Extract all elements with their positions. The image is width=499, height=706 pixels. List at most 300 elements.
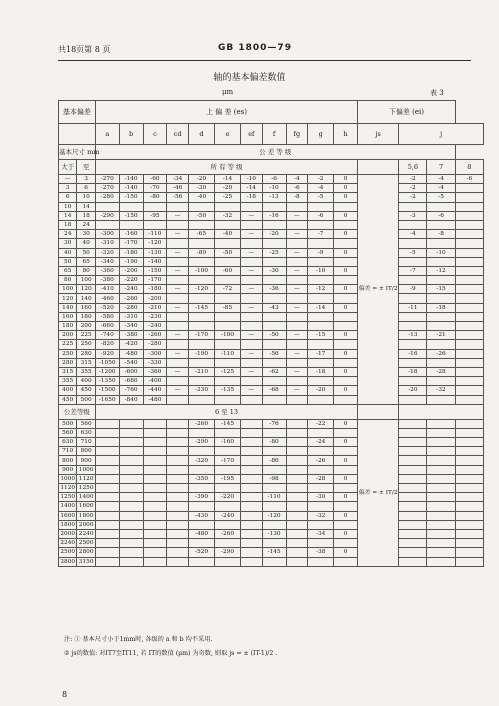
- table-cell: [455, 202, 483, 211]
- table-cell: [455, 447, 483, 456]
- table-cell: [119, 419, 143, 428]
- table-cell: -740: [95, 331, 119, 340]
- table-cell: [399, 484, 427, 493]
- table-cell: [215, 520, 241, 529]
- table-cell: 180: [59, 322, 77, 331]
- table-row: [59, 456, 484, 465]
- table-cell: [119, 438, 143, 447]
- table-cell: [189, 340, 215, 349]
- table-cell: [167, 257, 189, 266]
- table-cell: [189, 312, 215, 321]
- table-cell: [215, 312, 241, 321]
- letter-header: cd: [167, 124, 189, 145]
- table-cell: —: [286, 211, 308, 220]
- table-cell: -480: [143, 395, 167, 404]
- table-cell: [95, 539, 119, 548]
- table-cell: 0: [334, 331, 358, 340]
- table-cell: 3: [77, 175, 95, 184]
- table-cell: -11: [399, 303, 427, 312]
- table-cell: [427, 465, 455, 474]
- table-cell: [334, 257, 358, 266]
- table-cell: -25: [215, 193, 241, 202]
- table-cell: -195: [215, 474, 241, 483]
- table-cell: [167, 340, 189, 349]
- table-cell: 0: [334, 184, 358, 193]
- table-cell: 18: [77, 211, 95, 220]
- table-cell: -280: [143, 340, 167, 349]
- table-cell: [262, 428, 286, 437]
- table-cell: [286, 276, 308, 285]
- table-cell: [262, 539, 286, 548]
- table-cell: 0: [334, 386, 358, 395]
- table-cell: [286, 502, 308, 511]
- table-cell: [95, 511, 119, 520]
- table-cell: [399, 294, 427, 303]
- table-cell: [286, 557, 308, 566]
- table-cell: [119, 539, 143, 548]
- table-cell: [427, 428, 455, 437]
- table-cell: [427, 548, 455, 557]
- letter-header: d: [189, 124, 215, 145]
- table-cell: [119, 456, 143, 465]
- table-cell: 80: [77, 266, 95, 275]
- mid-grade-range: 6 至 13: [95, 404, 357, 419]
- table-cell: [427, 340, 455, 349]
- table-cell: -110: [215, 349, 241, 358]
- table-cell: 1400: [78, 494, 94, 501]
- table-cell: [189, 539, 215, 548]
- table-cell: [241, 322, 263, 331]
- table-cell: -6: [427, 211, 455, 220]
- table-cell: [167, 456, 189, 465]
- table-cell: [334, 484, 358, 493]
- table-row: [59, 428, 484, 437]
- table-cell: [358, 160, 399, 175]
- table-cell: -60: [215, 266, 241, 275]
- table-cell: [215, 322, 241, 331]
- table-cell: -340: [119, 322, 143, 331]
- table-cell: -2: [399, 184, 427, 193]
- table-row: [59, 395, 484, 404]
- table-cell: [334, 322, 358, 331]
- table-cell: 6: [77, 184, 95, 193]
- table-cell: [262, 257, 286, 266]
- range-row: [59, 160, 484, 175]
- table-cell: [143, 484, 167, 493]
- table-cell: [167, 312, 189, 321]
- table-cell: [427, 456, 455, 465]
- table-cell: -100: [189, 266, 215, 275]
- table-cell: [95, 474, 119, 483]
- table-cell: [215, 220, 241, 229]
- table-cell: [215, 340, 241, 349]
- table-cell: —: [286, 285, 308, 294]
- table-row: [59, 202, 484, 211]
- table-cell: -120: [262, 511, 286, 520]
- table-row: [59, 386, 484, 395]
- table-cell: -210: [143, 303, 167, 312]
- table-cell: [119, 548, 143, 557]
- table-cell: -380: [119, 331, 143, 340]
- table-cell: [427, 447, 455, 456]
- table-cell: -145: [215, 419, 241, 428]
- table-cell: [241, 520, 263, 529]
- table-cell: -20: [215, 184, 241, 193]
- table-cell: [95, 428, 119, 437]
- table-cell: [189, 447, 215, 456]
- table-cell: [215, 358, 241, 367]
- table-cell: 1400: [60, 503, 76, 510]
- table-cell: [427, 220, 455, 229]
- header-rule: [58, 60, 471, 61]
- table-cell: [399, 257, 427, 266]
- table-cell: -145: [262, 548, 286, 557]
- table-cell: 3150: [78, 558, 94, 565]
- table-cell: -410: [95, 285, 119, 294]
- table-cell: 24: [77, 220, 95, 229]
- table-cell: -280: [119, 303, 143, 312]
- table-cell: -43: [262, 303, 286, 312]
- table-cell: -10: [241, 175, 263, 184]
- table-cell: [167, 474, 189, 483]
- table-cell: 0: [334, 529, 358, 538]
- table-cell: 0: [334, 493, 358, 502]
- table-cell: -190: [189, 349, 215, 358]
- table-cell: [241, 312, 263, 321]
- table-cell: [215, 202, 241, 211]
- table-cell: [455, 484, 483, 493]
- table-cell: 10: [59, 202, 77, 211]
- table-cell: -200: [119, 266, 143, 275]
- table-cell: [167, 428, 189, 437]
- table-cell: -10: [308, 266, 334, 275]
- table-cell: [143, 539, 167, 548]
- table-cell: [215, 276, 241, 285]
- table-cell: 0: [334, 456, 358, 465]
- table-cell: [59, 124, 96, 145]
- table-cell: -460: [95, 294, 119, 303]
- table-cell: [286, 239, 308, 248]
- table-row: [59, 484, 484, 493]
- table-cell: -76: [262, 419, 286, 428]
- table-cell: [399, 456, 427, 465]
- table-cell: —: [241, 211, 263, 220]
- table-cell: -65: [189, 230, 215, 239]
- table-cell: [241, 557, 263, 566]
- table-cell: -270: [95, 184, 119, 193]
- table-cell: -520: [95, 303, 119, 312]
- table-cell: [286, 438, 308, 447]
- grade-header: 公 差 等 级: [95, 145, 455, 160]
- table-cell: [399, 465, 427, 474]
- table-cell: [427, 202, 455, 211]
- table-cell: -15: [308, 331, 334, 340]
- table-cell: [262, 220, 286, 229]
- table-cell: —: [167, 331, 189, 340]
- table-cell: -140: [119, 175, 143, 184]
- table-cell: 225: [59, 340, 77, 349]
- table-cell: -80: [262, 438, 286, 447]
- table-cell: [455, 377, 483, 386]
- table-cell: [308, 520, 334, 529]
- table-cell: 180: [77, 312, 95, 321]
- page-number: 8: [62, 690, 68, 699]
- table-cell: 160: [77, 303, 95, 312]
- table-cell: —: [167, 248, 189, 257]
- table-cell: [399, 502, 427, 511]
- table-cell: [308, 447, 334, 456]
- table-cell: [399, 438, 427, 447]
- table-cell: [189, 428, 215, 437]
- table-cell: [455, 276, 483, 285]
- table-cell: [455, 557, 483, 566]
- table-cell: [167, 465, 189, 474]
- table-cell: [455, 386, 483, 395]
- table-cell: [262, 358, 286, 367]
- table-cell: -170: [189, 331, 215, 340]
- table-cell: 30: [77, 230, 95, 239]
- table-cell: -130: [143, 248, 167, 257]
- table-cell: [241, 340, 263, 349]
- table-cell: [308, 502, 334, 511]
- table-cell: -36: [262, 285, 286, 294]
- table-cell: 0: [334, 285, 358, 294]
- table-cell: [262, 312, 286, 321]
- table-cell: -280: [95, 193, 119, 202]
- table-cell: 560: [59, 428, 77, 437]
- table-cell: -8: [427, 230, 455, 239]
- table-cell: -6: [455, 175, 483, 184]
- note-1: 注: ① 基本尺寸小于1mm时, 各级的 a 和 b 均不采用.: [64, 636, 213, 643]
- table-cell: 1800: [60, 521, 76, 528]
- js-formula: 偏差 = ± IT/2: [358, 175, 399, 405]
- table-cell: [399, 493, 427, 502]
- table-cell: -140: [143, 257, 167, 266]
- table-cell: [241, 548, 263, 557]
- table-cell: [399, 276, 427, 285]
- table-cell: 160: [59, 312, 77, 321]
- table-cell: [95, 502, 119, 511]
- header-row: [59, 101, 484, 124]
- table-cell: -230: [189, 386, 215, 395]
- table-cell: —: [241, 331, 263, 340]
- table-cell: -25: [262, 248, 286, 257]
- table-cell: [308, 377, 334, 386]
- table-row: [59, 367, 484, 376]
- table-row: [59, 322, 484, 331]
- table-cell: [241, 529, 263, 538]
- table-cell: -30: [308, 493, 334, 502]
- table-row: [59, 175, 484, 184]
- table-cell: [119, 220, 143, 229]
- table-cell: [427, 312, 455, 321]
- table-cell: [167, 276, 189, 285]
- table-cell: [189, 239, 215, 248]
- table-cell: -13: [262, 193, 286, 202]
- table-cell: -260: [189, 419, 215, 428]
- table-cell: [427, 377, 455, 386]
- j-grade-header: 7: [427, 160, 455, 175]
- table-cell: -135: [215, 386, 241, 395]
- table-cell: [455, 529, 483, 538]
- table-cell: -660: [95, 322, 119, 331]
- letter-header: e: [215, 124, 241, 145]
- table-cell: [95, 548, 119, 557]
- table-cell: 0: [334, 419, 358, 428]
- table-cell: -16: [399, 349, 427, 358]
- table-cell: [399, 322, 427, 331]
- table-cell: [334, 557, 358, 566]
- table-cell: 1250: [78, 485, 94, 492]
- table-cell: -32: [308, 511, 334, 520]
- table-cell: [455, 349, 483, 358]
- table-cell: -520: [189, 548, 215, 557]
- table-cell: -270: [95, 175, 119, 184]
- table-cell: 0: [334, 349, 358, 358]
- table-row: [59, 285, 484, 294]
- js-formula: 偏差 = ± IT/2: [358, 419, 399, 566]
- table-cell: 80: [59, 276, 77, 285]
- table-cell: [119, 520, 143, 529]
- table-cell: [262, 239, 286, 248]
- table-cell: -170: [119, 239, 143, 248]
- table-cell: [241, 377, 263, 386]
- table-cell: [262, 502, 286, 511]
- table-row: [59, 331, 484, 340]
- table-row: [59, 349, 484, 358]
- table-cell: -1500: [95, 386, 119, 395]
- table-cell: -145: [189, 303, 215, 312]
- table-cell: —: [167, 285, 189, 294]
- table-cell: 710: [77, 438, 95, 447]
- table-cell: [399, 404, 484, 419]
- table-cell: [143, 502, 167, 511]
- table-cell: [215, 539, 241, 548]
- table-cell: [399, 358, 427, 367]
- table-cell: [455, 465, 483, 474]
- table-cell: 450: [59, 395, 77, 404]
- table-cell: [286, 465, 308, 474]
- table-cell: -7: [308, 230, 334, 239]
- table-cell: [119, 474, 143, 483]
- table-cell: [308, 395, 334, 404]
- table-cell: -70: [143, 184, 167, 193]
- table-cell: [455, 248, 483, 257]
- table-cell: [143, 438, 167, 447]
- table-cell: 0: [334, 367, 358, 376]
- table-cell: 140: [77, 294, 95, 303]
- table-cell: -34: [308, 529, 334, 538]
- table-cell: [241, 539, 263, 548]
- table-cell: -430: [189, 511, 215, 520]
- table-cell: [189, 358, 215, 367]
- table-cell: [95, 465, 119, 474]
- table-cell: [215, 502, 241, 511]
- table-cell: -6: [262, 175, 286, 184]
- table-cell: [241, 456, 263, 465]
- table-cell: 6: [59, 193, 77, 202]
- table-cell: -38: [308, 548, 334, 557]
- table-cell: -290: [95, 211, 119, 220]
- table-cell: [262, 520, 286, 529]
- table-cell: [358, 404, 399, 419]
- table-cell: -160: [215, 438, 241, 447]
- table-cell: 400: [77, 377, 95, 386]
- table-cell: [167, 447, 189, 456]
- table-cell: [143, 474, 167, 483]
- table-cell: [215, 557, 241, 566]
- table-cell: 280: [59, 358, 77, 367]
- table-cell: [262, 202, 286, 211]
- table-cell: -2: [399, 175, 427, 184]
- table-cell: —: [167, 230, 189, 239]
- table-cell: [308, 312, 334, 321]
- table-cell: [189, 202, 215, 211]
- table-cell: [167, 239, 189, 248]
- table-cell: [427, 502, 455, 511]
- table-row: [59, 266, 484, 275]
- table-cell: [286, 539, 308, 548]
- table-cell: [143, 548, 167, 557]
- table-cell: [455, 312, 483, 321]
- table-row: [59, 539, 484, 548]
- table-cell: [455, 395, 483, 404]
- table-cell: 200: [59, 331, 77, 340]
- table-cell: -30: [262, 266, 286, 275]
- table-row: [59, 438, 484, 447]
- table-cell: [189, 465, 215, 474]
- table-cell: [427, 539, 455, 548]
- letter-header: h: [334, 124, 358, 145]
- table-cell: -8: [286, 193, 308, 202]
- standard-code: GB 1800—79: [218, 43, 292, 53]
- table-cell: -85: [215, 303, 241, 312]
- letter-header: fg: [286, 124, 308, 145]
- table-cell: -210: [189, 367, 215, 376]
- table-cell: 14: [77, 202, 95, 211]
- table-cell: [286, 395, 308, 404]
- table-cell: [455, 548, 483, 557]
- table-cell: [143, 220, 167, 229]
- table-cell: -10: [262, 184, 286, 193]
- table-row: [59, 303, 484, 312]
- table-cell: -350: [189, 474, 215, 483]
- table-cell: -290: [215, 548, 241, 557]
- table-cell: [95, 520, 119, 529]
- table-cell: -26: [427, 349, 455, 358]
- table-cell: [189, 520, 215, 529]
- table-cell: [241, 239, 263, 248]
- table-row: [59, 294, 484, 303]
- table-cell: [399, 377, 427, 386]
- table-cell: -130: [262, 529, 286, 538]
- table-cell: -300: [143, 349, 167, 358]
- table-cell: 355: [59, 377, 77, 386]
- table-cell: 0: [334, 548, 358, 557]
- table-cell: [143, 419, 167, 428]
- table-cell: [167, 557, 189, 566]
- table-cell: [262, 377, 286, 386]
- table-cell: -18: [241, 193, 263, 202]
- all-grades-header: 所 有 等 级: [95, 160, 357, 175]
- table-cell: [427, 438, 455, 447]
- table-cell: [334, 447, 358, 456]
- table-cell: [286, 220, 308, 229]
- table-cell: [143, 557, 167, 566]
- mid-grade-row: [59, 404, 484, 419]
- table-cell: [143, 520, 167, 529]
- table-row: [59, 239, 484, 248]
